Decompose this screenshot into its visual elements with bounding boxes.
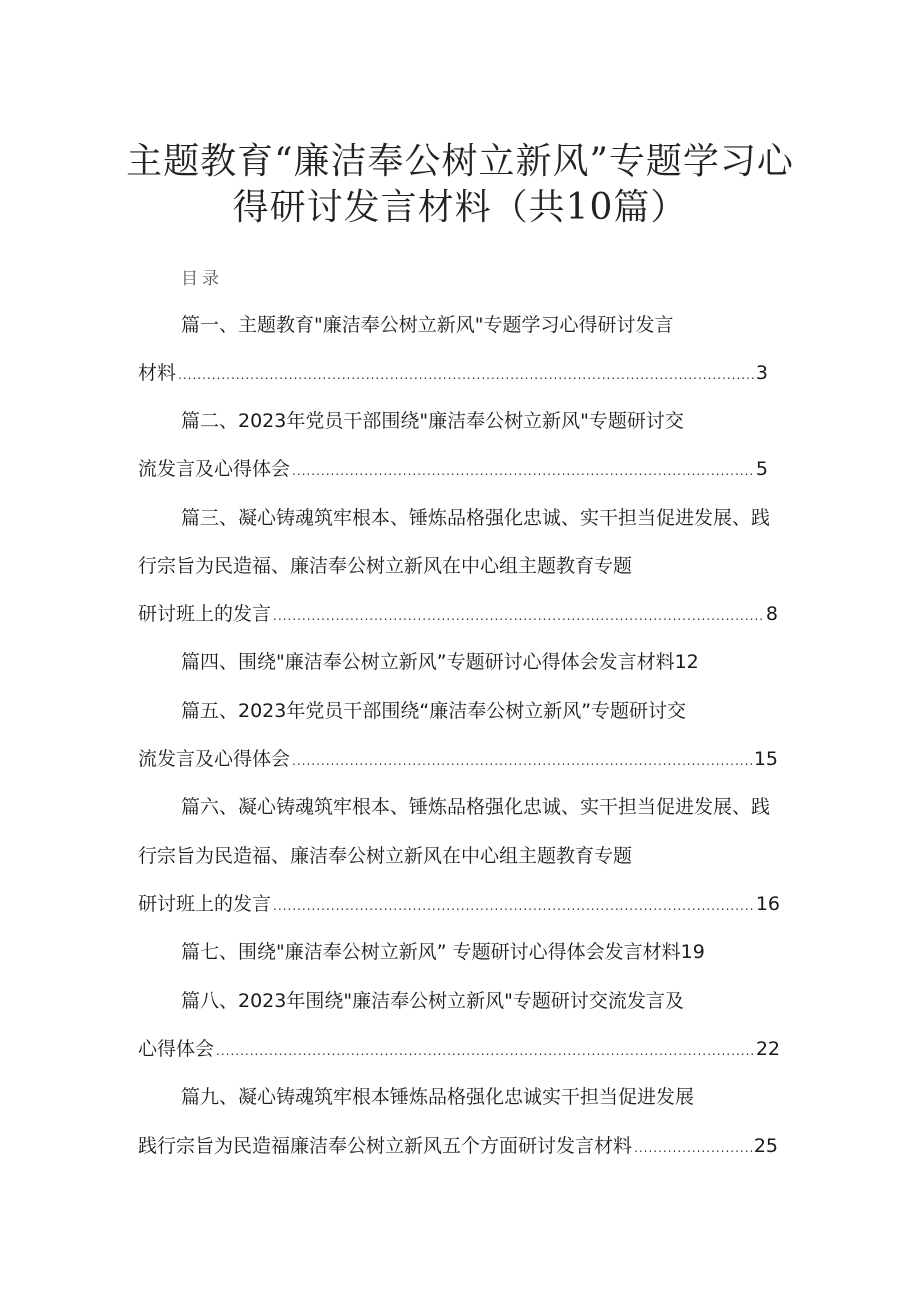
- toc-heading: 目录: [181, 269, 223, 289]
- dot-leader: [292, 458, 754, 484]
- toc-entry-6-title-cont[interactable]: 行宗旨为民造福、廉洁奉公树立新风在中心组主题教育专题: [138, 845, 633, 867]
- toc-entry-9-title[interactable]: 篇九、凝心铸魂筑牢根本锤炼品格强化忠诚实干担当促进发展: [181, 1086, 695, 1108]
- toc-entry-1-page: 3: [755, 362, 768, 384]
- toc-entry-3[interactable]: [138, 601, 778, 629]
- toc-entry-3-title-cont[interactable]: 行宗旨为民造福、廉洁奉公树立新风在中心组主题教育专题: [138, 555, 633, 577]
- toc-entry-9-page: 25: [753, 1135, 778, 1157]
- toc-entry-8-title-cont: 心得体会: [138, 1038, 215, 1060]
- dot-leader: [292, 748, 752, 774]
- toc-entry-8-title[interactable]: 篇八、2023年围绕"廉洁奉公树立新风"专题研讨交流发言及: [181, 990, 684, 1012]
- toc-entry-2-page: 5: [755, 458, 768, 480]
- toc-entry-2[interactable]: [138, 456, 768, 484]
- toc-entry-6[interactable]: [138, 891, 780, 919]
- toc-entry-7[interactable]: 篇七、围绕"廉洁奉公树立新风” 专题研讨心得体会发言材料19: [181, 941, 705, 963]
- toc-entry-6-page: 16: [755, 893, 780, 915]
- toc-entry-8[interactable]: [138, 1036, 780, 1064]
- toc-entry-9[interactable]: [138, 1133, 778, 1161]
- dot-leader: [216, 1038, 754, 1064]
- toc-entry-8-page: 22: [755, 1038, 780, 1060]
- document-title-line-2: 得研讨发言材料（共10篇）: [232, 187, 688, 228]
- toc-entry-3-title-end: 研讨班上的发言: [138, 603, 272, 625]
- toc-entry-5[interactable]: [138, 746, 778, 774]
- dot-leader: [273, 603, 764, 629]
- toc-entry-9-title-cont: 践行宗旨为民造福廉洁奉公树立新风五个方面研讨发言材料: [138, 1135, 633, 1157]
- toc-entry-5-title-cont: 流发言及心得体会: [138, 748, 291, 770]
- document-title-line-1: 主题教育“廉洁奉公树立新风”专题学习心: [126, 141, 794, 182]
- toc-entry-1-title-cont: 材料: [138, 362, 177, 384]
- dot-leader: [178, 362, 754, 388]
- toc-entry-5-page: 15: [753, 748, 778, 770]
- toc-entry-6-title-end: 研讨班上的发言: [138, 893, 272, 915]
- toc-entry-6-title[interactable]: 篇六、凝心铸魂筑牢根本、锤炼品格强化忠诚、实干担当促进发展、践: [181, 796, 771, 818]
- toc-entry-3-page: 8: [765, 603, 778, 625]
- toc-entry-2-title-cont: 流发言及心得体会: [138, 458, 291, 480]
- toc-entry-1-title[interactable]: 篇一、主题教育"廉洁奉公树立新风"专题学习心得研讨发言: [181, 314, 674, 336]
- toc-entry-3-title[interactable]: 篇三、凝心铸魂筑牢根本、锤炼品格强化忠诚、实干担当促进发展、践: [181, 507, 771, 529]
- toc-entry-5-title[interactable]: 篇五、2023年党员干部围绕“廉洁奉公树立新风”专题研讨交: [181, 700, 687, 722]
- toc-entry-2-title[interactable]: 篇二、2023年党员干部围绕"廉洁奉公树立新风"专题研讨交: [181, 410, 684, 432]
- dot-leader: [634, 1135, 752, 1161]
- dot-leader: [273, 893, 754, 919]
- toc-entry-1[interactable]: [138, 360, 768, 388]
- toc-entry-4[interactable]: 篇四、围绕"廉洁奉公树立新风”专题研讨心得体会发言材料12: [181, 651, 699, 673]
